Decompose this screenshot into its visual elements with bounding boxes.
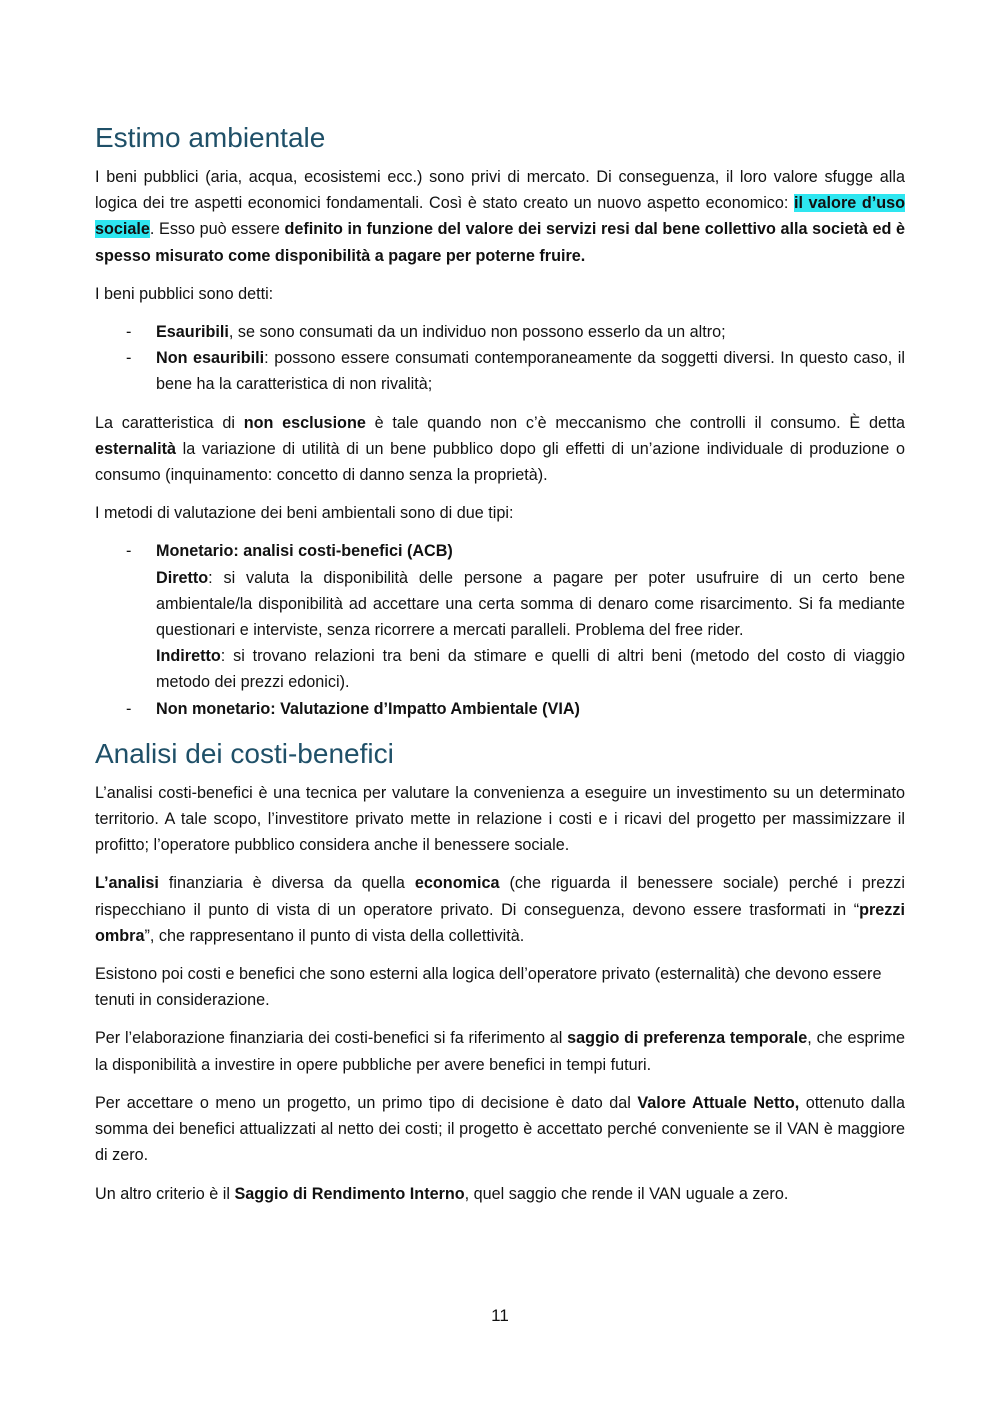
list-item: - Non esauribili: possono essere consumati contemporaneamente da soggetti diversi. In questo caso, il bene ha la caratteristica di non rivalità; [126,349,905,394]
list-item: - Monetario: analisi costi-benefici (ACB) Diretto: si valuta la disponibilità delle persone a pagare per poter usufruire di un certo bene ambientale/la disponibilità ad accettare una certa somma di denaro come risarcimento. Si fa mediante questionari e interviste, senza ricorrere a mercati paralleli. Problema del free rider. Indiretto: si trovano relazioni tra beni da stimare e quelli di altri beni (metodo del costo di viaggio metodo dei prezzi edonici). [95,538,905,695]
paragraph-sri: Un altro criterio è il Saggio di Rendimento Interno, quel saggio che rende il VAN uguale a zero. [95,1184,789,1203]
list-item: - Esauribili, se sono consumati da un individuo non possono esserlo da un altro; [126,323,726,342]
paragraph-esternalita: Esistono poi costi e benefici che sono esterni alla logica dell’operatore privato (esternalità) che devono essere tenuti in considerazione. [95,965,882,1010]
page-number: 11 [491,1306,509,1325]
paragraph-beni-pubblici: I beni pubblici (aria, acqua, ecosistemi ecc.) sono privi di mercato. Di conseguenza, il loro valore sfugge alla logica dei tre aspetti economici fondamentali. Così è stato creato un nuovo aspetto economico: il valore d’uso sociale. Esso può essere definito in funzione del valore dei servizi resi dal bene collettivo alla società ed è spesso misurato come disponibilità a pagare per poterne fruire. [95,168,905,265]
paragraph-saggio-preferenza: Per l’elaborazione finanziaria dei costi-benefici si fa riferimento al saggio di preferenza temporale, che esprime la disponibilità a investire in opere pubbliche per avere benefici in tempi futuri. [95,1029,906,1074]
paragraph-van: Per accettare o meno un progetto, un primo tipo di decisione è dato dal Valore Attuale Netto, ottenuto dalla somma dei benefici attualizzati al netto dei costi; il progetto è accettato perché conveniente se il VAN è maggiore di zero. [95,1093,905,1165]
diretto-text: Diretto: si valuta la disponibilità delle persone a pagare per poter usufruire di un certo bene ambientale/la disponibilità ad accettare una certa somma di denaro come risarcimento. Si fa mediante questionari e interviste, senza ricorrere a mercati paralleli. Problema del free rider. [156,568,905,640]
list-metodi [95,538,905,721]
section-title-estimo: Estimo ambientale [95,122,326,153]
paragraph-metodi: I metodi di valutazione dei beni ambientali sono di due tipi: [95,504,514,523]
paragraph-detti: I beni pubblici sono detti: [95,284,274,303]
paragraph-non-esclusione: La caratteristica di non esclusione è tale quando non c’è meccanismo che controlli il consumo. È detta esternalità la variazione di utilità di un bene pubblico dopo gli effetti di un’azione individuale di produzione o consumo (inquinamento: concetto di danno senza la proprietà). [95,413,905,485]
highlighted-term: il valore d’uso sociale [95,194,905,239]
document-page [95,118,905,1219]
paragraph-acb-intro: L’analisi costi-benefici è una tecnica per valutare la convenienza a eseguire un investimento su un determinato territorio. A tale scopo, l’investitore privato mette in relazione i costi e i ricavi del progetto per massimizzare il profitto; l’operatore pubblico considera anche il benessere sociale. [95,783,905,855]
section-title-analisi: Analisi dei costi-benefici [95,737,394,769]
paragraph-analisi-finanziaria: L’analisi finanziaria è diversa da quella economica (che riguarda il benessere sociale) perché i prezzi rispecchiano il punto di vista di un operatore privato. Di conseguenza, devono essere trasformati in “prezzi ombra”, che rappresentano il punto di vista della collettività. [95,874,905,945]
list-item: - Non monetario: Valutazione d’Impatto Ambientale (VIA) [126,699,580,718]
indiretto-text: Indiretto: si trovano relazioni tra beni da stimare e quelli di altri beni (metodo del costo di viaggio metodo dei prezzi edonici). [156,647,905,692]
list-beni-types [95,319,905,398]
